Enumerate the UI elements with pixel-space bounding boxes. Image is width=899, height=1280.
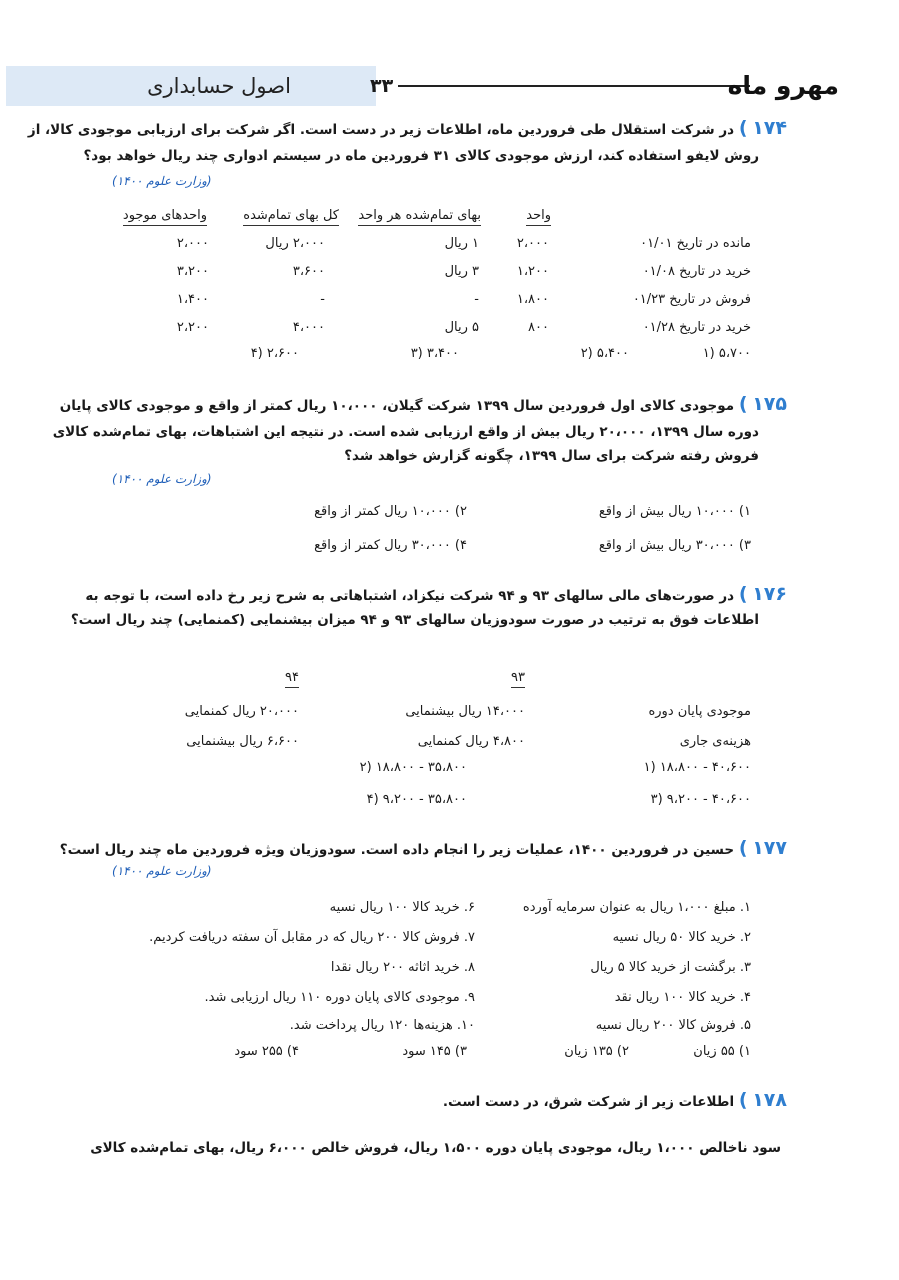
- q175-line2: دوره سال ۱۳۹۹، ۲۰،۰۰۰ ریال بیش از واقع ارزیابی شده است. در نتیجه این اشتباهات، بهای تمام‌شده کالای: [52, 424, 759, 440]
- page-number: ۳۳: [370, 75, 394, 97]
- q177-item-1: ۱. مبلغ ۱،۰۰۰ ریال به عنوان سرمایه آورده: [522, 900, 751, 915]
- q177-text-1: حسین در فروردین ۱۴۰۰، عملیات زیر را انجام داده است. سودوزیان ویژه فروردین ماه چند ریال است؟: [59, 842, 735, 858]
- q177-item-5: ۵. فروش کالا ۲۰۰ ریال نسیه: [595, 1018, 751, 1033]
- q176-row2-94: ۶،۶۰۰ ریال بیشنمایی: [186, 734, 299, 749]
- q174-row1-unit-cost: ۱ ریال: [444, 236, 479, 251]
- q174-source: (وزارت علوم ۱۴۰۰): [112, 174, 212, 188]
- q174-header-total-cost: کل بهای تمام‌شده: [243, 208, 339, 226]
- q174-row3-inventory: ۱،۴۰۰: [176, 292, 209, 307]
- q174-header-unit: واحد: [526, 208, 551, 226]
- q174-number: ۱۷۴: [752, 117, 787, 139]
- q176-row2-93: ۴،۸۰۰ ریال کمنمایی: [417, 734, 525, 749]
- q176-line2: اطلاعات فوق به ترتیب در صورت سودوزیان سالهای ۹۳ و ۹۴ میزان بیشنمایی (کمنمایی) چند ریال است؟: [70, 612, 759, 628]
- q174-line1: [28, 116, 787, 142]
- q174-row3-label: فروش در تاریخ ۰۱/۲۳: [632, 292, 751, 307]
- q176-row2-label: هزینه‌ی جاری: [679, 734, 751, 749]
- q178-number-paren: ): [738, 1089, 748, 1111]
- q177-option-4[interactable]: ۴) ۲۵۵ سود: [234, 1044, 299, 1059]
- q174-option-3[interactable]: ۳) ۳،۴۰۰: [410, 346, 459, 361]
- q174-header-inventory: واحدهای موجود: [123, 208, 207, 226]
- q175-option-1[interactable]: ۱) ۱۰،۰۰۰ ریال بیش از واقع: [598, 504, 751, 519]
- q176-option-4[interactable]: ۴) ۹،۲۰۰ - ۳۵،۸۰۰: [366, 792, 467, 807]
- q176-text-1: در صورت‌های مالی سالهای ۹۳ و ۹۴ شرکت نیکزاد، اشتباهاتی به شرح زیر رخ داده است، با توجه به: [85, 588, 735, 604]
- q178-text-1: اطلاعات زیر از شرکت شرق، در دست است.: [442, 1094, 735, 1110]
- q176-number: ۱۷۶: [752, 583, 787, 605]
- q175-line1: [60, 392, 787, 418]
- q174-row1-inventory: ۲،۰۰۰: [176, 236, 209, 251]
- q176-row1-94: ۲۰،۰۰۰ ریال کمنمایی: [184, 704, 299, 719]
- q177-item-4: ۴. خرید کالا ۱۰۰ ریال نقد: [614, 990, 751, 1005]
- header-rule: [398, 85, 750, 87]
- q175-option-4[interactable]: ۴) ۳۰،۰۰۰ ریال کمتر از واقع: [314, 538, 467, 553]
- q177-item-8: ۸. خرید اثاثه ۲۰۰ ریال نقدا: [330, 960, 475, 975]
- q176-year-94: ۹۴: [285, 670, 299, 688]
- book-title: اصول حسابداری: [147, 74, 291, 98]
- q177-item-7: ۷. فروش کالا ۲۰۰ ریال که در مقابل آن سفته دریافت کردیم.: [149, 930, 475, 945]
- q174-row3-total: -: [320, 292, 325, 307]
- q174-row2-unit: ۱،۲۰۰: [516, 264, 549, 279]
- q177-line1: [60, 836, 787, 862]
- q174-row2-label: خرید در تاریخ ۰۱/۰۸: [642, 264, 751, 279]
- q177-item-3: ۳. برگشت از خرید کالا ۵ ریال: [590, 960, 751, 975]
- q177-number-paren: ): [738, 837, 748, 859]
- q175-source: (وزارت علوم ۱۴۰۰): [112, 472, 212, 486]
- q176-option-1[interactable]: ۱) ۱۸،۸۰۰ - ۴۰،۶۰۰: [643, 760, 751, 775]
- q174-row2-unit-cost: ۳ ریال: [444, 264, 479, 279]
- q176-line1: [85, 582, 787, 608]
- q174-row1-unit: ۲،۰۰۰: [516, 236, 549, 251]
- q174-row4-unit: ۸۰۰: [528, 320, 549, 335]
- brand-logo: مهرو ماه: [727, 71, 839, 100]
- q174-option-1[interactable]: ۱) ۵،۷۰۰: [702, 346, 751, 361]
- q177-item-9: ۹. موجودی کالای پایان دوره ۱۱۰ ریال ارزیابی شد.: [204, 990, 475, 1005]
- q177-source: (وزارت علوم ۱۴۰۰): [112, 864, 212, 878]
- q174-row4-unit-cost: ۵ ریال: [444, 320, 479, 335]
- q175-option-2[interactable]: ۲) ۱۰،۰۰۰ ریال کمتر از واقع: [314, 504, 467, 519]
- q175-text-1: موجودی کالای اول فروردین سال ۱۳۹۹ شرکت گیلان، ۱۰،۰۰۰ ریال کمتر از واقع و موجودی کالای پایان: [59, 398, 735, 414]
- q176-number-paren: ): [738, 583, 748, 605]
- q174-row4-total: ۴،۰۰۰: [292, 320, 325, 335]
- q176-option-3[interactable]: ۳) ۹،۲۰۰ - ۴۰،۶۰۰: [650, 792, 751, 807]
- q174-option-2[interactable]: ۲) ۵،۴۰۰: [580, 346, 629, 361]
- q174-text-1: در شرکت استقلال طی فروردین ماه، اطلاعات زیر در دست است. اگر شرکت برای ارزیابی موجودی کالا، از: [27, 122, 735, 138]
- q176-year-93: ۹۳: [511, 670, 525, 688]
- q177-option-2[interactable]: ۲) ۱۳۵ زیان: [564, 1044, 629, 1059]
- q174-row3-unit: ۱،۸۰۰: [516, 292, 549, 307]
- q178-line2: سود ناخالص ۱،۰۰۰ ریال، موجودی پایان دوره ۱،۵۰۰ ریال، فروش خالص ۶،۰۰۰ ریال، بهای تمام‌شده کالای: [90, 1140, 781, 1156]
- q178-line1: [443, 1088, 787, 1114]
- q176-option-2[interactable]: ۲) ۱۸،۸۰۰ - ۳۵،۸۰۰: [359, 760, 467, 775]
- q177-option-1[interactable]: ۱) ۵۵ زیان: [693, 1044, 751, 1059]
- q175-number: ۱۷۵: [752, 393, 787, 415]
- q177-number: ۱۷۷: [752, 837, 787, 859]
- q174-row2-inventory: ۳،۲۰۰: [176, 264, 209, 279]
- q174-row4-inventory: ۲،۲۰۰: [176, 320, 209, 335]
- q175-line3: فروش رفته شرکت برای سال ۱۳۹۹، چگونه گزارش خواهد شد؟: [344, 448, 759, 464]
- q176-row1-93: ۱۴،۰۰۰ ریال بیشنمایی: [405, 704, 525, 719]
- q177-item-6: ۶. خرید کالا ۱۰۰ ریال نسیه: [329, 900, 475, 915]
- q174-option-4[interactable]: ۴) ۲،۶۰۰: [250, 346, 299, 361]
- q178-number: ۱۷۸: [752, 1089, 787, 1111]
- q174-row4-label: خرید در تاریخ ۰۱/۲۸: [642, 320, 751, 335]
- q177-item-2: ۲. خرید کالا ۵۰ ریال نسیه: [612, 930, 751, 945]
- q176-row1-label: موجودی پایان دوره: [648, 704, 751, 719]
- q174-line2: روش لایفو استفاده کند، ارزش موجودی کالای ۳۱ فروردین ماه در سیستم ادواری چند ریال خواهد بود؟: [83, 148, 759, 164]
- q174-row1-total: ۲،۰۰۰ ریال: [265, 236, 325, 251]
- q174-row2-total: ۳،۶۰۰: [292, 264, 325, 279]
- q177-item-10: ۱۰. هزینه‌ها ۱۲۰ ریال پرداخت شد.: [289, 1018, 475, 1033]
- q175-number-paren: ): [738, 393, 748, 415]
- q174-header-unit-cost: بهای تمام‌شده هر واحد: [358, 208, 481, 226]
- q174-row1-label: مانده در تاریخ ۰۱/۰۱: [640, 236, 751, 251]
- q174-row3-unit-cost: -: [474, 292, 479, 307]
- q174-number-paren: ): [738, 117, 748, 139]
- q175-option-3[interactable]: ۳) ۳۰،۰۰۰ ریال بیش از واقع: [598, 538, 751, 553]
- q177-option-3[interactable]: ۳) ۱۴۵ سود: [402, 1044, 467, 1059]
